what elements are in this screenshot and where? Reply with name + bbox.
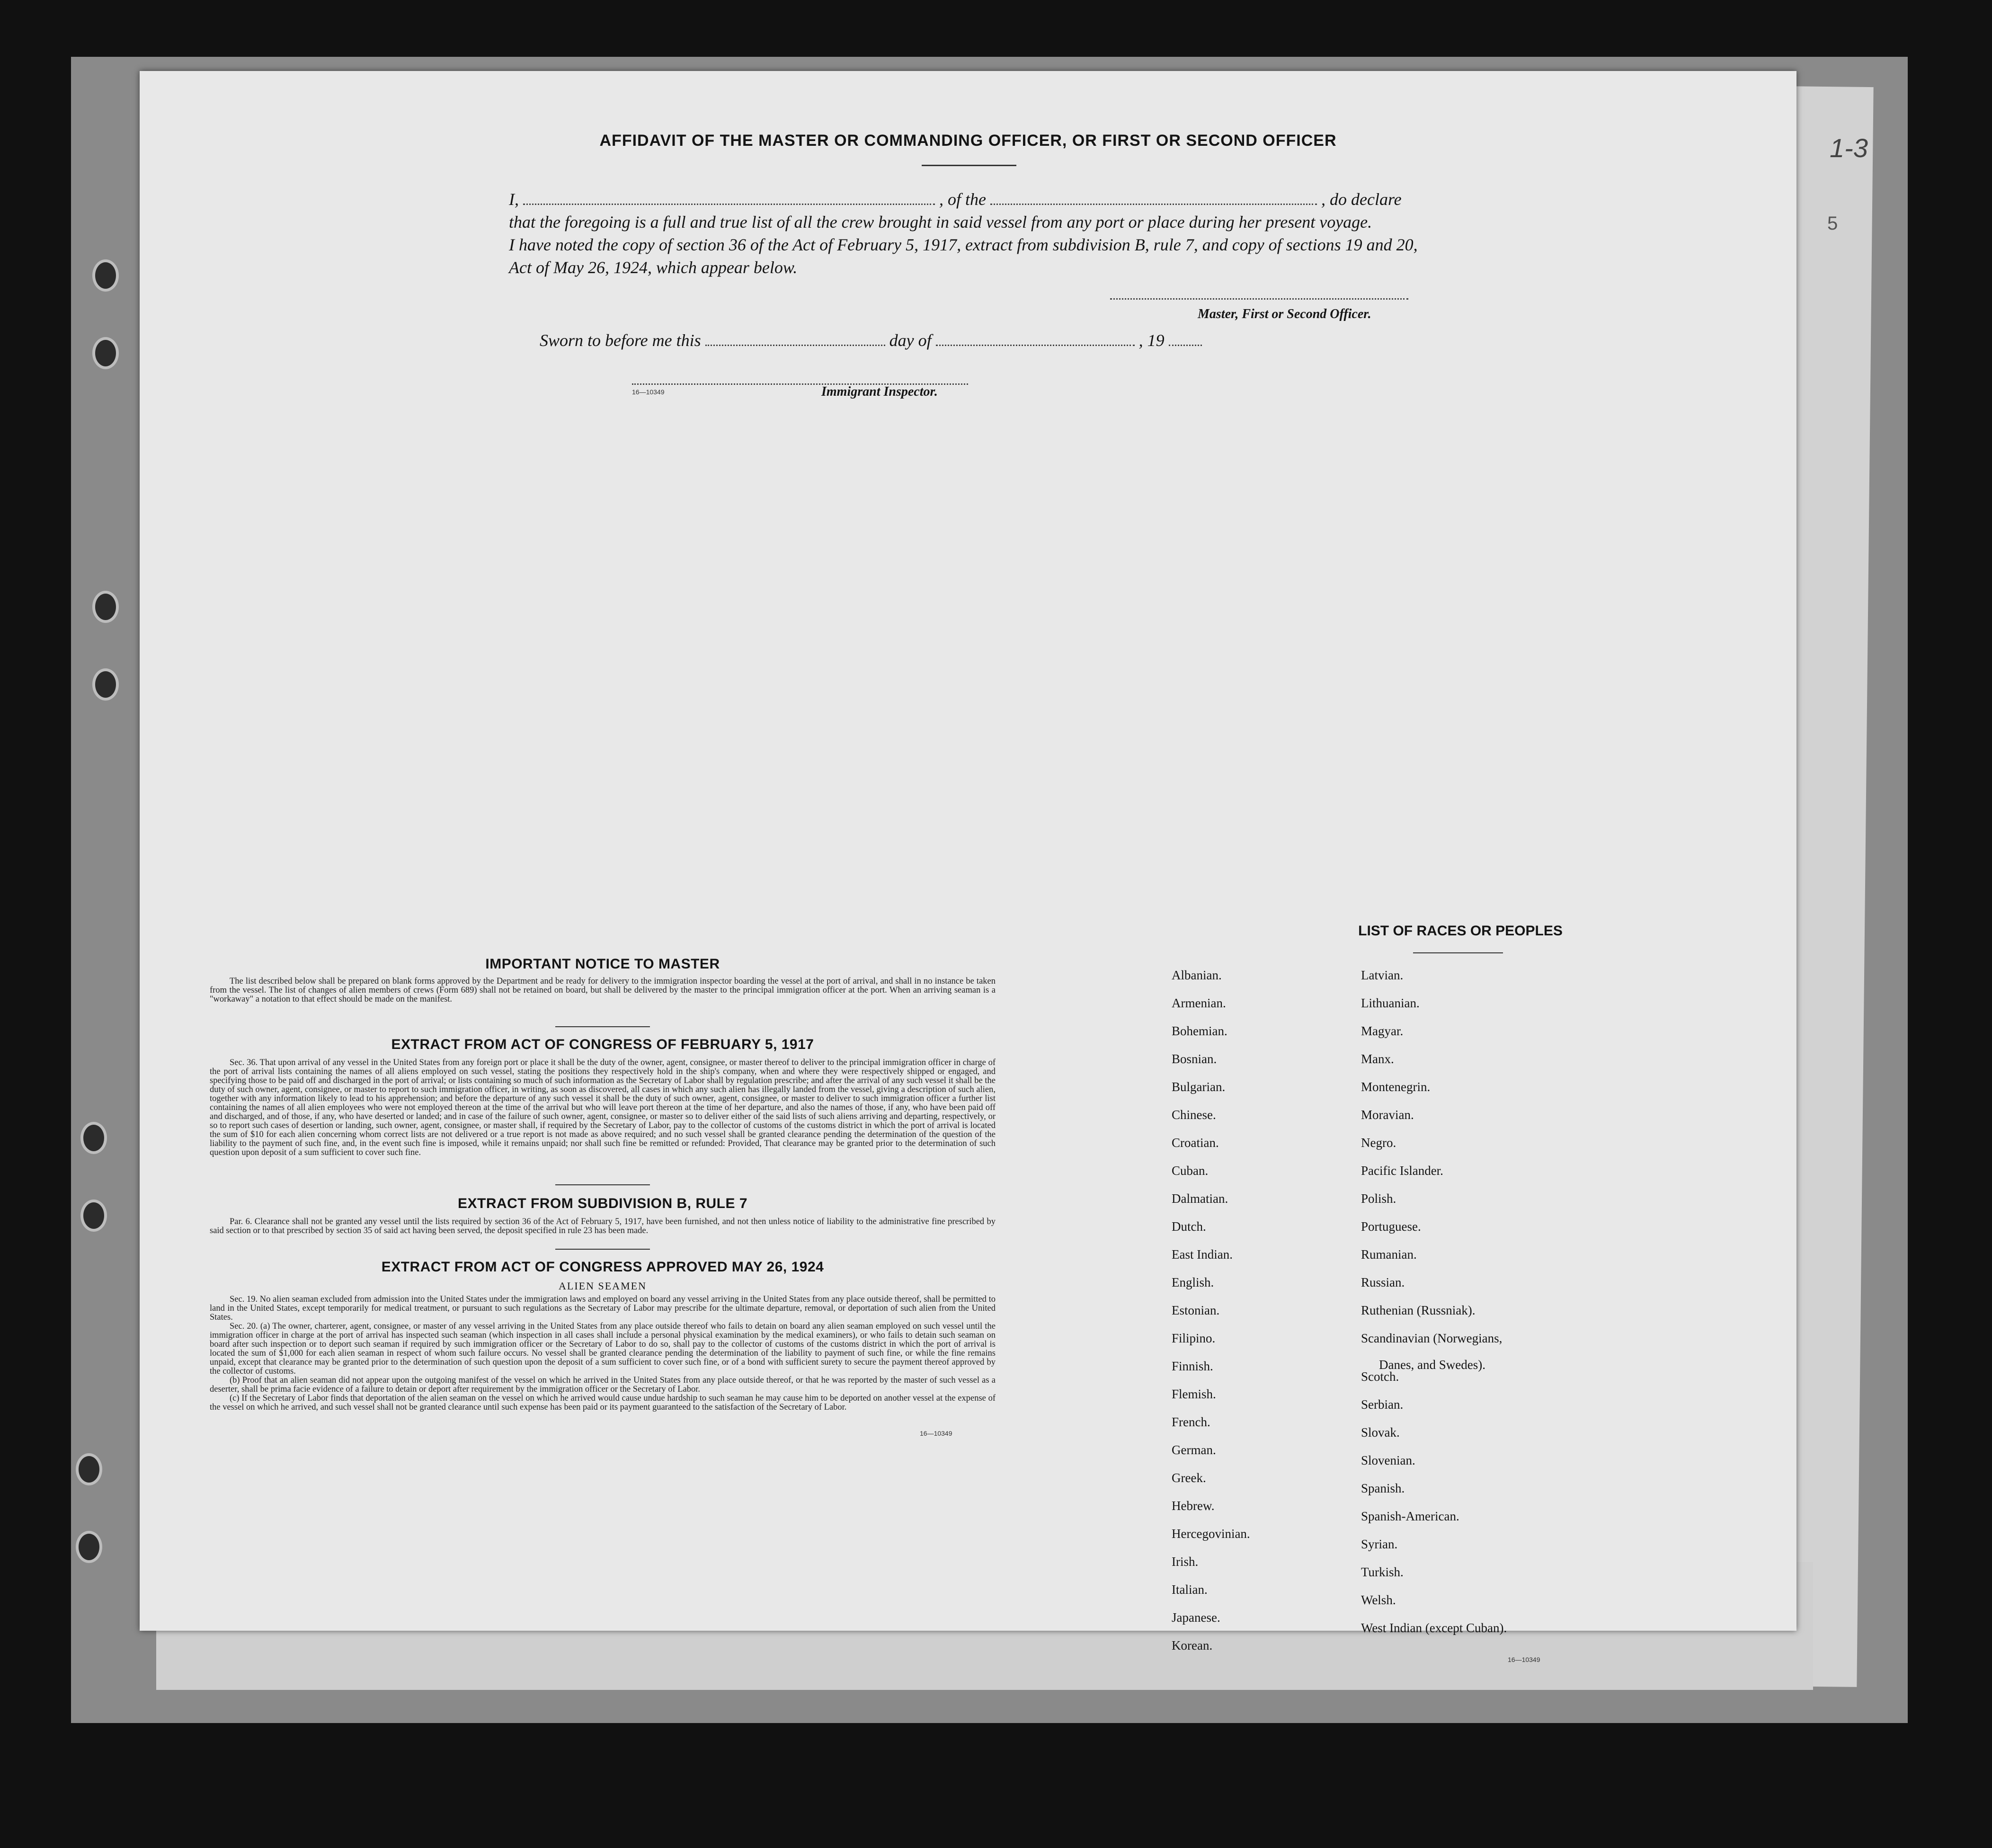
notices-column bbox=[210, 956, 996, 1609]
race-item: Filipino. bbox=[1172, 1331, 1216, 1345]
form-code: 16—10349 bbox=[920, 1430, 952, 1437]
sworn-year: , 19 bbox=[1138, 331, 1165, 350]
race-item: Korean. bbox=[1172, 1638, 1213, 1653]
race-item: Scotch. bbox=[1361, 1369, 1399, 1384]
sworn-prefix: Sworn to before me this bbox=[540, 331, 701, 350]
blank-vessel[interactable] bbox=[990, 190, 1317, 205]
blank-sworn-month[interactable] bbox=[936, 331, 1135, 346]
race-item: Bulgarian. bbox=[1172, 1080, 1226, 1094]
race-item: Serbian. bbox=[1361, 1397, 1404, 1412]
race-item: Dutch. bbox=[1172, 1219, 1206, 1234]
race-item: Portuguese. bbox=[1361, 1219, 1421, 1234]
race-item: Rumanian. bbox=[1361, 1247, 1417, 1262]
race-item: Bohemian. bbox=[1172, 1024, 1227, 1038]
race-item: Finnish. bbox=[1172, 1359, 1213, 1373]
race-item: Irish. bbox=[1172, 1555, 1199, 1569]
blank-name[interactable] bbox=[523, 190, 935, 205]
master-signature-line[interactable] bbox=[1110, 285, 1408, 300]
race-item: Albanian. bbox=[1172, 968, 1222, 982]
section-divider bbox=[555, 1184, 650, 1185]
affidavit-line-3: I have noted the copy of section 36 of the Act of February 5, 1917, extract from subdivision B, rule 7, and copy of sections 19 and 20, bbox=[509, 235, 1418, 254]
race-item: Armenian. bbox=[1172, 996, 1226, 1010]
race-item: Cuban. bbox=[1172, 1164, 1209, 1178]
race-item: German. bbox=[1172, 1443, 1216, 1457]
race-item: Negro. bbox=[1361, 1136, 1396, 1150]
margin-mark: 5 bbox=[1827, 213, 1838, 234]
margin-mark: 1-3 bbox=[1830, 133, 1868, 163]
affidavit-line-2: that the foregoing is a full and true list of all the crew brought in said vessel from any port or place during her present voyage. bbox=[509, 213, 1372, 231]
race-item: Flemish. bbox=[1172, 1387, 1216, 1401]
race-item: Danes, and Swedes). bbox=[1379, 1358, 1485, 1372]
act-1917-text: Sec. 36. That upon arrival of any vessel in the United States from any foreign port or place it shall be the duty of the owner, agent, consignee, or master thereof to deliver to the principal immigration officer in charge of the port of arrival lists containing the names of all aliens employed on such vessel, stating the positions they respectively hold in the ship's company, when and where they were respectively shipped or engaged, and specifying those to be paid off and discharged in the port of arrival; or lists containing so much of such information as the Secretary of Labor shall by regulation prescribe; and after the arrival of any such vessel it shall be the duty of such owner, agent, consignee, or master to report to such immigration officer, in writing, as soon as discovered, all cases in which any such alien has illegally landed from the vessel, giving a description of such alien, together with any information likely to lead to his apprehension; and before the departure of any such vessel it shall be the duty of such owner, agent, consignee, or master to deliver to such immigration officer a further list containing the names of all alien employees who were not employed thereon at the time of the arrival but who will leave port thereon at the time of her departure, and also the names of those, if any, who have been paid off and discharged, and of those, if any, who have deserted or landed; and in case of the failure of such owner, agent, consignee, or master so to deliver either of the said lists of such aliens arriving and departing, respectively, or so to report such cases of desertion or landing, such owner, agent, consignee, or master shall, if required by the Secretary of Labor, pay to the collector of customs of the customs district in which the port of arrival is located the sum of $10 for each alien concerning whom correct lists are not delivered or a true report is not made as above required; and no such vessel shall be granted clearance pending the determination of the question of the liability to the payment of such fine, and, in the event such fine is imposed, while it remains unpaid; nor shall such fine be remitted or refunded: Provided, That clearance may be granted prior to the determination of such question upon deposit of a sum sufficient to cover such fine. bbox=[210, 1058, 996, 1157]
race-item: Manx. bbox=[1361, 1052, 1394, 1066]
race-item: Ruthenian (Russniak). bbox=[1361, 1303, 1476, 1317]
race-item: Slovak. bbox=[1361, 1425, 1400, 1439]
race-item: Turkish. bbox=[1361, 1565, 1404, 1579]
race-item: Syrian. bbox=[1361, 1537, 1398, 1551]
race-item: Lithuanian. bbox=[1361, 996, 1420, 1010]
race-item: East Indian. bbox=[1172, 1247, 1233, 1262]
binder-hole bbox=[92, 259, 119, 292]
race-item: Latvian. bbox=[1361, 968, 1404, 982]
act-1924-title: EXTRACT FROM ACT OF CONGRESS APPROVED MAY 26, 1924 bbox=[381, 1259, 824, 1275]
race-item: West Indian (except Cuban). bbox=[1361, 1621, 1507, 1635]
sworn-line bbox=[540, 330, 1297, 350]
master-signature-label: Master, First or Second Officer. bbox=[1198, 307, 1371, 321]
race-item: French. bbox=[1172, 1415, 1210, 1429]
race-item: Magyar. bbox=[1361, 1024, 1404, 1038]
race-item: Croatian. bbox=[1172, 1136, 1219, 1150]
race-item: Italian. bbox=[1172, 1582, 1208, 1597]
race-item: Russian. bbox=[1361, 1275, 1405, 1289]
race-item: Hercegovinian. bbox=[1172, 1527, 1250, 1541]
affidavit-i: I, bbox=[509, 190, 519, 209]
affidavit-declare: , do declare bbox=[1321, 190, 1402, 209]
binder-hole bbox=[76, 1531, 102, 1563]
race-item: Hebrew. bbox=[1172, 1499, 1215, 1513]
form-code: 16—10349 bbox=[632, 388, 665, 396]
rule-b7-title: EXTRACT FROM SUBDIVISION B, RULE 7 bbox=[457, 1196, 748, 1211]
race-item: Moravian. bbox=[1361, 1108, 1414, 1122]
binder-hole bbox=[92, 337, 119, 369]
race-item: Welsh. bbox=[1361, 1593, 1396, 1607]
race-item: Spanish. bbox=[1361, 1481, 1405, 1495]
race-item: Slovenian. bbox=[1361, 1453, 1415, 1467]
binder-hole bbox=[92, 668, 119, 701]
binder-hole bbox=[80, 1122, 107, 1154]
race-item: Estonian. bbox=[1172, 1303, 1220, 1317]
section-divider bbox=[555, 1026, 650, 1027]
affidavit-line-4: Act of May 26, 1924, which appear below. bbox=[509, 258, 798, 277]
race-item: Bosnian. bbox=[1172, 1052, 1217, 1066]
title-divider bbox=[922, 165, 1016, 166]
blank-sworn-day[interactable] bbox=[705, 331, 885, 346]
important-notice-text: The list described below shall be prepared on blank forms approved by the Department and be ready for delivery to the immigration inspector boarding the vessel at the port of arrival, and shall in no instance be taken from the vessel. The list of changes of alien members of crews (Form 689) shall not be retained on board, but shall be delivered by the master to the principal immigration officer at the port. When an arriving seaman is a "workaway" a notation to that effect should be made on the manifest. bbox=[210, 977, 996, 1004]
inspector-label: Immigrant Inspector. bbox=[821, 384, 938, 399]
document-page bbox=[140, 71, 1796, 1663]
important-notice-title: IMPORTANT NOTICE TO MASTER bbox=[485, 956, 720, 972]
binder-hole bbox=[92, 591, 119, 623]
section-divider bbox=[555, 1249, 650, 1250]
form-code: 16—10349 bbox=[1508, 1656, 1540, 1663]
races-title: LIST OF RACES OR PEOPLES bbox=[1358, 923, 1563, 939]
race-item: Greek. bbox=[1172, 1471, 1206, 1485]
affidavit-title: AFFIDAVIT OF THE MASTER OR COMMANDING OFFICER, OR FIRST OR SECOND OFFICER bbox=[599, 132, 1337, 150]
act-1924-text: Sec. 19. No alien seaman excluded from admission into the United States under the immigration laws and employed on board any vessel arriving in the United States from any place outside thereof, shall be permitted to land in the United States, except temporarily for medical treatment, or pursuant to such regulations as the Secretary of Labor may prescribe for the ultimate departure, removal, or deportation of such alien from the United States. Sec. 20. (a) The owner, charterer, agent, consignee, or master of any vessel arriving in the United States from any place outside thereof who fails to detain on board any alien seaman employed on such vessel until the immigration officer in charge at the port of arrival has inspected such seaman (which inspection in all cases shall include a personal physical examination by the medical examiners), or who fails to detain such seaman on board after such inspection or to deport such seaman if required by such immigration officer or the Secretary of Labor to do so, shall pay to the collector of customs of the customs district in which the port of arrival is located the sum of $1,000 for each alien seaman in respect of whom such failure occurs. No vessel shall be granted clearance pending the determination of the liability to payment of such fine, or while the fine remains unpaid, except that clearance may be granted prior to the determination of such question upon the deposit of a sum sufficient to cover such fine, or of a bond with sufficient surety to secure the payment thereof approved by the collector of customs. (b) Proof that an alien seaman did not appear upon the outgoing manifest of the vessel on which he arrived in the United States from any place outside thereof, or that he was reported by the master of such vessel as a deserter, shall be prima facie evidence of a failure to detain or deport after requirement by the immigration officer or the Secretary of Labor. (c) If the Secretary of Labor finds that deportation of the alien seaman on the vessel on which he arrived would cause undue hardship to such seaman he may cause him to be deported on another vessel at the expense of the vessel on which he arrived, and such vessel shall not be granted clearance until such expense has been paid or its payment guaranteed to the satisfaction of the Secretary of Labor. bbox=[210, 1295, 996, 1412]
binder-hole bbox=[76, 1453, 102, 1485]
race-item: Montenegrin. bbox=[1361, 1080, 1431, 1094]
binder-hole bbox=[80, 1199, 107, 1232]
race-item: Scandinavian (Norwegians, bbox=[1361, 1331, 1503, 1345]
inspector-signature-line[interactable] bbox=[632, 370, 968, 385]
act-1917-title: EXTRACT FROM ACT OF CONGRESS OF FEBRUARY 5, 1917 bbox=[391, 1037, 814, 1052]
sworn-day-of: day of bbox=[889, 331, 932, 350]
affidavit-of-the: , of the bbox=[939, 190, 986, 209]
race-item: Spanish-American. bbox=[1361, 1509, 1459, 1523]
race-item: Dalmatian. bbox=[1172, 1191, 1228, 1206]
race-item: Pacific Islander. bbox=[1361, 1164, 1443, 1178]
affidavit-line-1 bbox=[509, 189, 1588, 209]
title-divider bbox=[1413, 952, 1503, 953]
rule-b7-text: Par. 6. Clearance shall not be granted any vessel until the lists required by section 36 of the Act of February 5, 1917, have been furnished, and not then unless notice of liability to the administrative fine prescribed by said section or to that prescribed by section 35 of said act having been served, the deposit specified in rule 23 has been made. bbox=[210, 1217, 996, 1235]
act-1924-subtitle: ALIEN SEAMEN bbox=[559, 1280, 647, 1292]
race-item: Japanese. bbox=[1172, 1610, 1220, 1625]
race-item: English. bbox=[1172, 1275, 1214, 1289]
race-item: Chinese. bbox=[1172, 1108, 1216, 1122]
race-item: Polish. bbox=[1361, 1191, 1396, 1206]
blank-sworn-year[interactable] bbox=[1169, 331, 1202, 346]
